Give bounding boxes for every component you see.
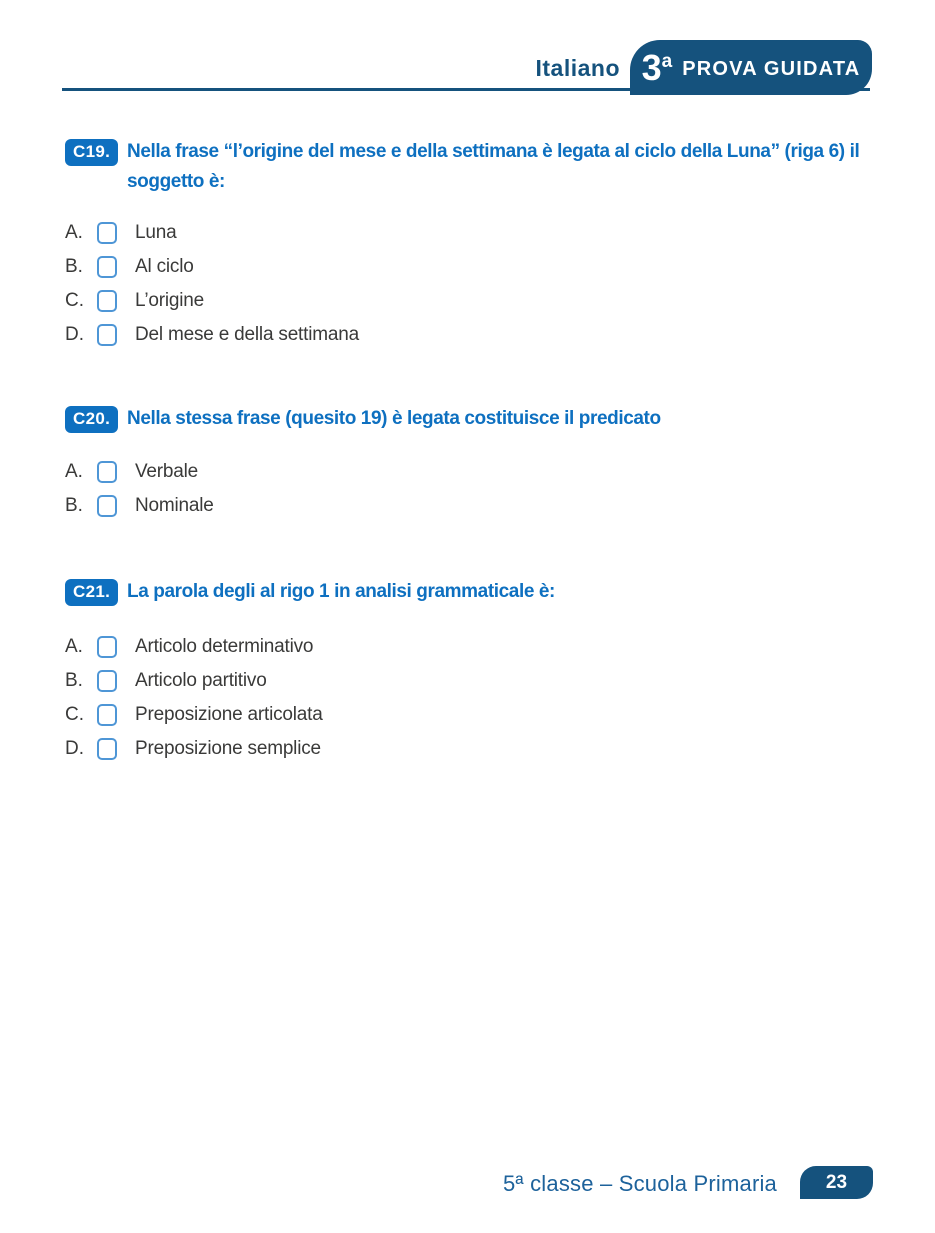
option-label: Articolo partitivo [135,670,267,691]
prova-number-ordinal: a [661,50,673,72]
option-row [65,323,359,347]
question-text [127,137,887,197]
option-letter: D. [65,738,84,759]
answer-checkbox[interactable] [97,256,117,278]
option-row [65,737,323,761]
option-letter: B. [65,495,83,516]
question-text-post: al rigo 1 in analisi grammaticale è: [255,581,555,602]
option-letter: C. [65,704,84,725]
option-label: L’origine [135,290,204,311]
prova-number [641,46,673,88]
question-code-badge: C21. [65,579,118,606]
page-number: 23 [825,1171,848,1193]
prova-guidata-badge [630,40,872,95]
option-label: Verbale [135,461,199,482]
answer-checkbox[interactable] [97,738,117,760]
answer-checkbox[interactable] [97,670,117,692]
answer-checkbox[interactable] [97,704,117,726]
option-label: Articolo determinativo [135,636,314,657]
option-row [65,635,323,659]
question-text-pre: Nella stessa frase (quesito 19) [127,408,392,429]
question-text-bold: è legata [391,408,460,429]
option-letter: C. [65,290,84,311]
options-list [65,635,323,771]
question-text [127,404,887,434]
footer-class-label: 5ª classe – Scuola Primaria [503,1171,777,1196]
subject-label: Italiano [535,55,620,81]
option-row [65,255,359,279]
question-text [127,577,887,607]
answer-checkbox[interactable] [97,222,117,244]
option-row [65,289,359,313]
question-code-badge: C20. [65,406,118,433]
prova-number-digit: 3 [641,46,662,88]
option-letter: D. [65,324,84,345]
option-row [65,460,214,484]
option-row [65,703,323,727]
option-row [65,221,359,245]
option-row [65,494,214,518]
option-letter: B. [65,256,83,277]
question-text-pre: La parola [127,581,213,602]
answer-checkbox[interactable] [97,495,117,517]
option-letter: A. [65,461,83,482]
option-letter: B. [65,670,83,691]
answer-checkbox[interactable] [97,324,117,346]
option-row [65,669,323,693]
option-label: Al ciclo [135,256,194,277]
option-label: Preposizione semplice [135,738,321,759]
option-label: Luna [135,222,177,243]
answer-checkbox[interactable] [97,636,117,658]
option-label: Preposizione articolata [135,704,323,725]
options-list [65,460,214,528]
question-text-pre: Nella frase “l’origine del mese e della settimana è legata al ciclo della Luna” (riga 6) il soggetto è: [127,141,860,192]
options-list [65,221,359,357]
question-text-bold: degli [212,581,256,602]
option-letter: A. [65,636,83,657]
question-text-post: costituisce il predicato [459,408,661,429]
option-label: Del mese e della settimana [135,324,359,345]
option-letter: A. [65,222,83,243]
prova-title: PROVA GUIDATA [682,58,861,80]
answer-checkbox[interactable] [97,461,117,483]
page-number-badge [800,1166,873,1199]
answer-checkbox[interactable] [97,290,117,312]
question-code-badge: C19. [65,139,118,166]
option-label: Nominale [135,495,214,516]
